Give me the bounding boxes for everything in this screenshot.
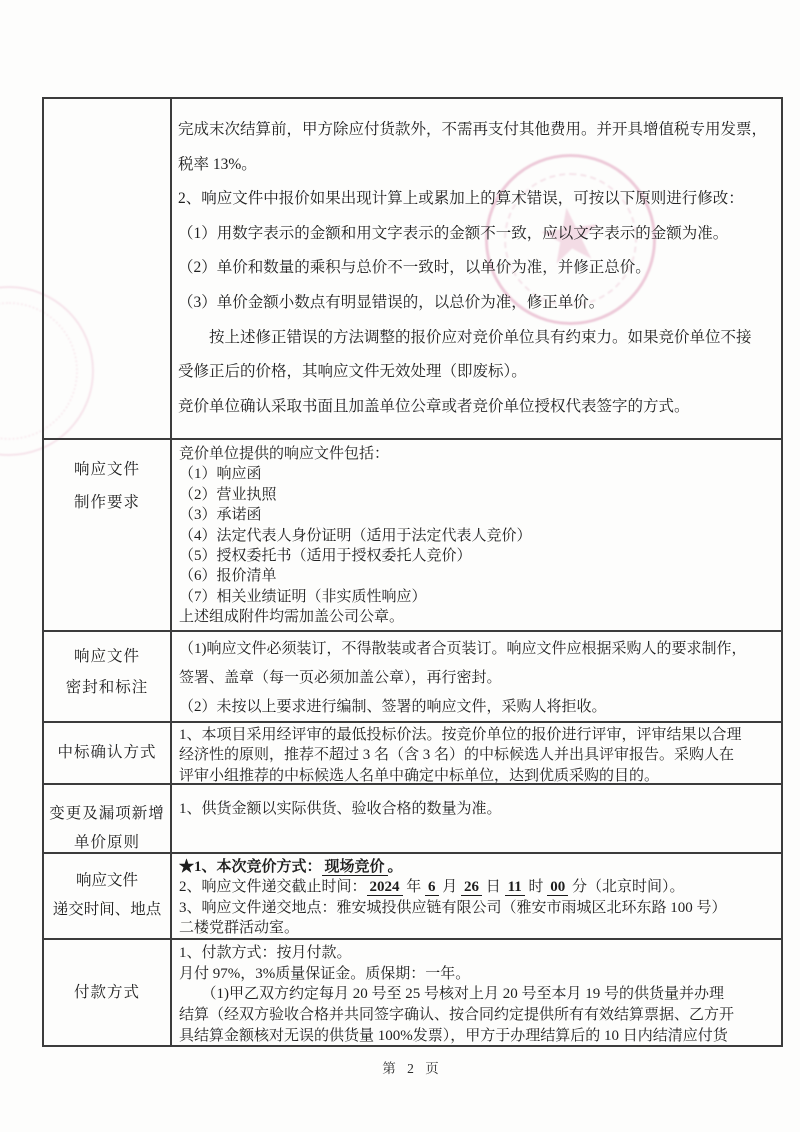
row-label-response-doc-sealing: 响应文件 密封和标注 (44, 632, 172, 721)
seal-star-icon: ★ (531, 191, 610, 282)
row-content-submission-time-place: ★1、本次竞价方式： 现场竞价 。 2、响应文件递交截止时间： 2024 年 6 月 26 日 11 时 00 分（北京时间）。 3、响应文件递交地点：雅安城投供应链有限公司（雅安市雨城区北环东路 100 号） 二楼党群活动室。 (179, 859, 727, 937)
row-content-payment-method: 1、付款方式：按月付款。 月付 97%，3%质量保证金。质保期：一年。 （1)甲乙双方约定每月 20 号至 25 号核对上月 20 号至本月 19 号的供货量并办理 结算（经双方验收合格并共同签字确认、按合同约定提供所有有效结算票据、乙方开 具结算金额核对无误的供货量 100%发票），甲方于办理结算后的 10 日内结清应付货 (179, 945, 735, 1044)
page-number-footer: 第 2 页 (382, 1061, 443, 1076)
row-label-change-and-omission: 变更及漏项新增 单价原则 (44, 785, 172, 852)
row-label-payment-method: 付款方式 (44, 940, 172, 1045)
row-label-award-confirmation: 中标确认方式 (44, 723, 172, 783)
row-content-award-confirmation: 1、本项目采用经评审的最低投标价法。按竞价单位的报价进行评审，评审结果以合理 经济性的原则，推荐不超过 3 名（含 3 名）的中标候选人并出具评审报告。采购人在 评审小组推荐的中标候选人名单中确定中标单位，达到优质采购的目的。 (179, 727, 742, 783)
table-row-submission-time-place (44, 854, 781, 940)
row-label-empty (44, 99, 172, 438)
table-row-award-confirmation (44, 723, 781, 785)
table-row-response-doc-sealing (44, 632, 781, 723)
table-row-response-doc-preparation (44, 440, 781, 632)
table-row-change-and-omission (44, 785, 781, 854)
requirements-table (42, 97, 783, 1047)
row-content-response-doc-preparation: 竞价单位提供的响应文件包括： （1）响应函 （2）营业执照 （3）承诺函 （4）法定代表人身份证明（适用于法定代表人竞价） （5）授权委托书（适用于授权委托人竞价） （6）报价清单 （7）相关业绩证明（非实质性响应） 上述组成附件均需加盖公司公章。 (179, 446, 532, 626)
table-row-payment-method (44, 940, 781, 1045)
row-label-submission-time-place: 响应文件 递交时间、地点 (44, 854, 172, 938)
row-content-change-and-omission: 1、供货金额以实际供货、验收合格的数量为准。 (179, 801, 502, 817)
row-content-contract-terms: 完成末次结算前，甲方除应付货款外，不需再支付其他费用。并开具增值税专用发票， 税率 13%。 2、响应文件中报价如果出现计算上或累加上的算术错误，可按以下原则进行修改： （1）用数字表示的金额和用文字表示的金额不一致，应以文字表示的金额为准。 （2）单价和数量的乘积与总价不一致时，以单价为准，并修正总价。 （3）单价金额小数点有明显错误的，以总价为准，修正单价。 按上述修正错误的方法调整的报价应对竞价单位具有约束力。如果竞价单位不接 受修正后的价格，其响应文件无效处理（即废标）。 竞价单位确认采取书面且加盖单位公章或者竞价单位授权代表签字的方式。 (178, 121, 768, 415)
row-content-response-doc-sealing: （1)响应文件必须装订，不得散装或者合页装订。响应文件应根据采购人的要求制作， 签署、盖章（每一页必须加盖公章），再行密封。 （2）未按以上要求进行编制、签署的响应文件，采购人将拒收。 (179, 641, 747, 715)
row-label-response-doc-preparation: 响应文件 制作要求 (44, 440, 172, 630)
table-row-contract-terms-continued (44, 99, 781, 440)
